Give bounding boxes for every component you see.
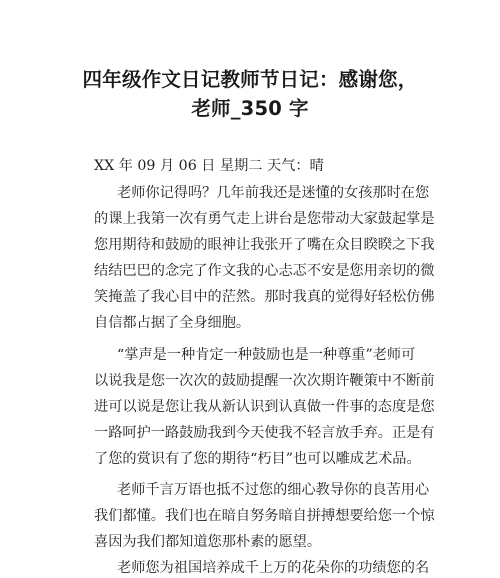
- paragraph-2-line-3: 进可以说是您让我从新认识到认真做一件事的态度是您: [94, 399, 435, 415]
- paragraph-3-line-3: 喜因为我们都知道您那朴素的愿望。: [94, 534, 322, 550]
- document-title-line-1: 四年级作文日记教师节日记：感谢您，: [82, 68, 418, 91]
- paragraph-1-line-3: 您用期待和鼓励的眼神让我张开了嘴在众目睽睽之下我: [94, 237, 435, 253]
- paragraph-1-line-5: 笑掩盖了我心目中的茫然。那时我真的觉得好轻松仿佛: [94, 289, 435, 305]
- date-weather-line: XX 年 09 月 06 日 星期二 天气：晴: [94, 158, 324, 174]
- paragraph-1-line-1: 老师你记得吗？几年前我还是迷懂的女孩那时在您: [117, 185, 430, 201]
- document-title-line-2: 老师_350 字: [191, 97, 309, 120]
- paragraph-4-line-1: 老师您为祖国培养成千上万的花朵你的功绩您的名: [117, 560, 430, 576]
- paragraph-2-line-1: “掌声是一种肯定一种鼓励也是一种尊重”老师可: [117, 347, 416, 363]
- paragraph-2-line-4: 一路呵护一路鼓励我到今天使我不轻言放手弃。正是有: [94, 425, 435, 441]
- paragraph-1-line-4: 结结巴巴的念完了作文我的心忐忑不安是您用亲切的微: [94, 263, 435, 279]
- paragraph-3-line-1: 老师千言万语也抵不过您的细心教导你的良苦用心: [117, 482, 430, 498]
- paragraph-1-line-6: 自信都占据了全身细胞。: [94, 315, 251, 331]
- paragraph-2-line-2: 以说我是您一次次的鼓励提醒一次次期许鞭策中不断前: [94, 373, 435, 389]
- paragraph-2-line-5: 了您的赏识有了您的期待“朽目”也可以雕成艺术品。: [94, 451, 421, 467]
- paragraph-1-line-2: 的课上我第一次有勇气走上讲台是您带动大家鼓起掌是: [94, 211, 435, 227]
- paragraph-3-line-2: 我们都懂。我们也在暗自努务暗自拼搏想要给您一个惊: [94, 508, 435, 524]
